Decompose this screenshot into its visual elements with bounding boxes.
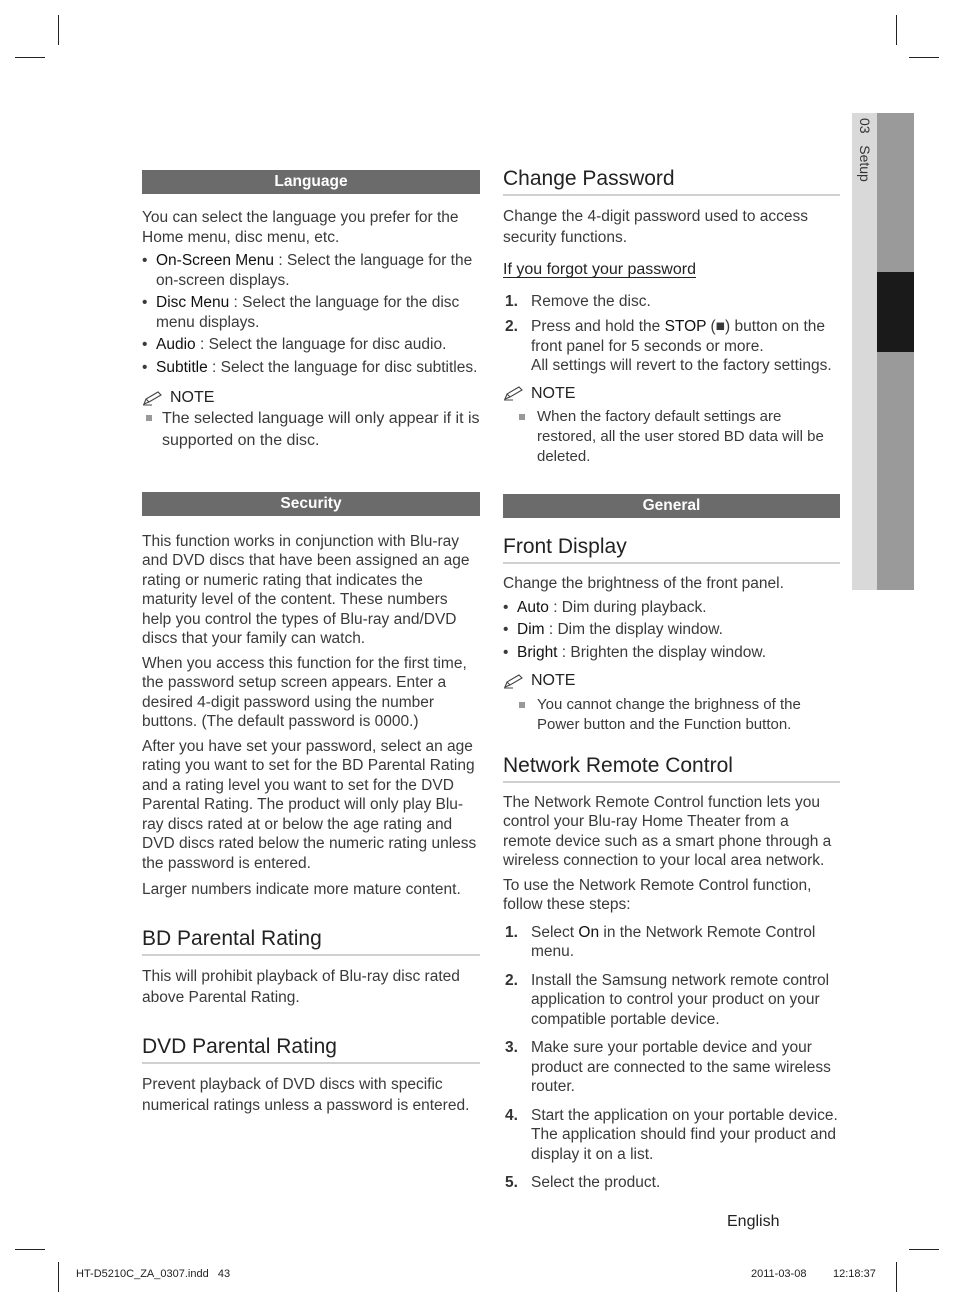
note-label: NOTE [170, 389, 215, 406]
security-para-3: After you have set your password, select an age rating you want to set for the BD Parental Rating and a rating level you want to set for the DVD Parental Rating. The product will only play Blu-ray discs rated at or below the age rating and DVD discs rated below the numeric rating unless the password is entered. [142, 737, 477, 872]
list-item [142, 358, 480, 378]
language-intro: You can select the language you prefer for the Home menu, disc menu, etc. [142, 209, 459, 246]
list-item [503, 643, 840, 663]
crop-mark [896, 1262, 897, 1292]
footer-time: 12:18:37 [833, 1268, 876, 1280]
option-term: Audio [156, 336, 196, 353]
list-item [142, 251, 480, 290]
front-display-note-heading [503, 671, 840, 691]
network-remote-para-1: The Network Remote Control function lets you control your Blu-ray Home Theater from a remote device such as a smart phone through a wireless connection to your local area network. [503, 793, 832, 869]
option-term: Auto [517, 598, 549, 616]
option-term: On-Screen Menu [156, 252, 275, 269]
list-item: 4. Start the application on your portable device. The application should find your product and display it on a list. [505, 1106, 838, 1163]
step-text: Select the product. [531, 1174, 661, 1191]
language-note [142, 408, 480, 452]
square-bullet-icon [519, 702, 525, 708]
front-display-intro: Change the brightness of the front panel. [503, 575, 784, 592]
option-desc: : Brighten the display window. [557, 643, 767, 661]
square-bullet-icon [146, 415, 152, 421]
pencil-icon [503, 673, 527, 689]
security-para-1: This function works in conjunction with Blu-ray and DVD discs that have been assigned an age rating or numeric rating that indicates the maturity level of the content. These numbers help you control the types of Blu-ray and/DVD discs that your family can watch. [142, 532, 470, 647]
crop-mark [15, 1249, 45, 1250]
list-item: 1. Remove the disc. [505, 292, 651, 310]
crop-mark [58, 1262, 59, 1292]
stop-keyword: STOP [664, 318, 707, 335]
bd-parental-text: This will prohibit playback of Blu-ray disc rated above Parental Rating. [142, 967, 460, 1006]
network-remote-para-2: To use the Network Remote Control function, follow these steps: [503, 876, 812, 913]
bd-parental-title: BD Parental Rating [142, 926, 480, 956]
password-note [503, 407, 840, 467]
note-text: The selected language will only appear if it is supported on the disc. [162, 409, 480, 449]
list-item [503, 620, 840, 640]
note-label: NOTE [531, 672, 576, 689]
square-bullet-icon [519, 414, 525, 420]
network-remote-title: Network Remote Control [503, 753, 840, 783]
option-desc: : Select the language for disc audio. [195, 336, 447, 353]
chapter-section: Setup [857, 145, 873, 182]
crop-mark [58, 15, 59, 45]
forgot-password-steps [503, 292, 840, 376]
step-text: All settings will revert to the factory settings. [531, 357, 832, 374]
password-note-heading [503, 384, 840, 404]
footer-file: HT-D5210C_ZA_0307.indd 43 [76, 1268, 231, 1280]
option-desc: : Select the language for the disc menu displays. [156, 294, 460, 331]
chapter-number: 03 [857, 118, 873, 134]
step-text: Install the Samsung network remote control application to control your product on your compatible portable device. [531, 971, 830, 1028]
step-text: Remove the disc. [531, 292, 651, 310]
pencil-icon [142, 390, 166, 406]
forgot-password-title: If you forgot your password [503, 261, 696, 278]
front-display-title: Front Display [503, 534, 840, 564]
security-para-2: When you access this function for the first time, the password setup screen appears. Enter a desired 4-digit password using the number buttons. (The default password is 0000.) [142, 654, 467, 730]
security-para-4: Larger numbers indicate more mature content. [142, 881, 461, 898]
on-keyword: On [578, 923, 600, 941]
crop-mark [909, 1249, 939, 1250]
front-display-note [503, 695, 840, 735]
option-term: Subtitle [156, 358, 208, 376]
list-item [142, 293, 480, 332]
crop-mark [896, 15, 897, 45]
crop-mark [15, 57, 45, 58]
step-text: in the Network Remote Control menu. [531, 923, 816, 960]
list-item: 2. Install the Samsung network remote control application to control your product on your compatible portable device. [505, 971, 830, 1028]
language-options [142, 251, 480, 377]
note-text: When the factory default settings are restored, all the user stored BD data will be deleted. [537, 408, 824, 465]
list-item: 3. Make sure your portable device and your product are connected to the same wireless router. [505, 1039, 831, 1095]
right-column [503, 166, 840, 1199]
option-term: Disc Menu [156, 294, 230, 311]
list-item [142, 335, 480, 355]
option-desc: : Select the language for the on-screen displays. [156, 252, 473, 289]
step-text: Make sure your portable device and your product are connected to the same wireless router. [531, 1039, 831, 1095]
step-text: Select [531, 923, 579, 941]
page-language: English [727, 1213, 780, 1230]
front-display-options [503, 598, 840, 663]
change-password-title: Change Password [503, 166, 840, 196]
option-term: Dim [517, 621, 545, 638]
general-bar: General [503, 494, 840, 518]
list-item: 2. Press and hold the STOP (■) button on the front panel for 5 seconds or more. All settings will revert to the factory settings. [505, 318, 832, 374]
list-item: 5. Select the product. [505, 1174, 661, 1191]
step-text: (■) button on the front panel for 5 seconds or more. [531, 318, 826, 355]
dvd-parental-text: Prevent playback of DVD discs with specific numerical ratings unless a password is entered. [142, 1075, 470, 1114]
note-label: NOTE [531, 384, 576, 402]
list-item [503, 598, 840, 618]
side-tab-marker [877, 272, 914, 352]
left-column [142, 170, 480, 1116]
step-text: Start the application on your portable device. The application should find your product and display it on a list. [531, 1106, 838, 1163]
option-desc: : Dim the display window. [544, 621, 723, 638]
step-text: Press and hold the [531, 318, 665, 335]
change-password-text: Change the 4-digit password used to access security functions. [503, 208, 809, 246]
option-term: Bright [517, 643, 558, 661]
crop-mark [909, 57, 939, 58]
security-bar: Security [142, 492, 480, 516]
side-tab-background [852, 113, 877, 590]
list-item: 1. Select On in the Network Remote Control menu. [505, 923, 816, 960]
language-bar: Language [142, 170, 480, 194]
language-note-heading [142, 388, 480, 408]
note-text: You cannot change the brighness of the Power button and the Function button. [537, 695, 801, 733]
side-tab-label [852, 118, 877, 182]
dvd-parental-title: DVD Parental Rating [142, 1034, 480, 1064]
option-desc: : Select the language for disc subtitles. [207, 358, 478, 376]
pencil-icon [503, 385, 527, 401]
option-desc: : Dim during playback. [548, 598, 707, 616]
footer-date: 2011-03-08 [751, 1268, 807, 1280]
network-remote-steps [503, 923, 840, 1193]
